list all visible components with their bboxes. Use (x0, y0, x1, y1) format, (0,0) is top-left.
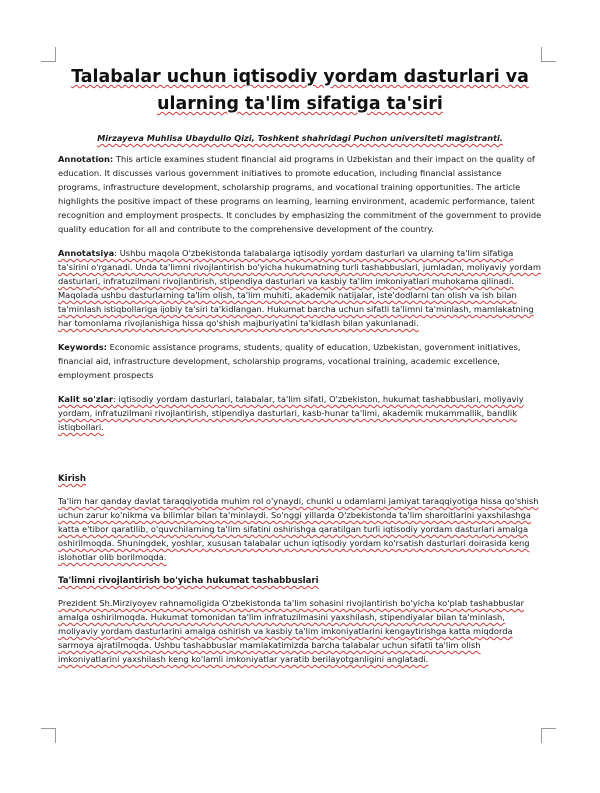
hukumat-tashabbuslari-paragraph (58, 596, 542, 666)
kirish-heading-text: Kirish (58, 474, 87, 484)
annotation-label: Annotation: (58, 154, 114, 164)
author-text: Mirzayeva Muhlisa Ubaydullo Qizi, Toshkent shahridagi Puchon universiteti magistranti. (97, 133, 503, 143)
crop-mark-bottom-left (41, 728, 56, 743)
kirish-paragraph (58, 494, 542, 564)
keywords-text: Economic assistance programs, students, quality of education, Uzbekistan, government initiatives, financial aid, infrastructure development, scholarship programs, vocational training, academic excellence, employment prospects (58, 342, 521, 380)
annotation-text: This article examines student financial aid programs in Uzbekistan and their impact on the quality of education. It discusses various government initiatives to promote education, including financial assistance programs, infrastructure development, scholarship programs, and vocational training opportunities. The article highlights the positive impact of these programs on learning, learning environment, academic performance, talent recognition and employment prospects. It concludes by emphasizing the commitment of the government to provide quality education for all and contribute to the comprehensive development of the country. (58, 154, 542, 234)
document-body (58, 64, 542, 676)
section-heading-hukumat-tashabbuslari (58, 574, 542, 588)
spacer (58, 444, 542, 472)
title-text: Talabalar uchun iqtisodiy yordam dasturlari va ularning ta'lim sifatiga ta'siri (71, 67, 529, 114)
annotation-paragraph (58, 152, 542, 236)
document-title (58, 64, 542, 118)
keywords-label: Keywords: (58, 342, 107, 352)
kalit-sozlar-paragraph (58, 392, 542, 434)
spacer (58, 486, 542, 494)
annotatsiya-paragraph (58, 246, 542, 330)
section2-heading-text: Ta'limni rivojlantirish bo'yicha hukumat tashabbuslari (58, 576, 319, 586)
keywords-paragraph (58, 340, 542, 382)
kalit-sozlar-text: : iqtisodiy yordam dasturlari, talabalar, ta'lim sifati, O'zbekiston, hukumat tashabbuslari, moliyaviy yordam, infratuzilmani rivojlantirish, stipendiya dasturlari, kasb-hunar ta'limi, akademik mukammallik, bandlik istiqbollari. (58, 394, 524, 432)
kirish-text: Ta'lim har qanday davlat taraqqiyotida muhim rol o'ynaydi, chunki u odamlarni jamiyat taraqqiyotiga hissa qo'shish uchun zarur ko'nikma va bilimlar bilan ta'minlaydi. So'nggi yillarda O'zbekistonda ta'lim sharoitlarini yaxshilashga katta e'tibor qaratilib, o'quvchilarning ta'lim sifatini oshirishga qaratilgan turli iqtisodiy yordam dasturlari amalga oshirilmoqda. Shuningdek, yoshlar, xususan talabalar uchun iqtisodiy yordam ko'rsatish dasturlari doirasida keng islohotlar olib borilmoqda. (58, 496, 539, 562)
annotatsiya-label: Annotatsiya (58, 248, 115, 258)
crop-mark-bottom-right (541, 728, 556, 743)
crop-mark-top-left (41, 47, 56, 62)
kalit-sozlar-label: Kalit so'zlar (58, 394, 114, 404)
section2-text: Prezident Sh.Mirziyoyev rahnamoligida O'zbekistonda ta'lim sohasini rivojlantirish bo'yicha ko'plab tashabbuslar amalga oshirilmoqda. Hukumat tomonidan ta'lim infratuzilmasini yaxshilash, stipendiyalar bilan ta'minlash, moliyaviy yordam dasturlarini amalga oshirish va kasbiy ta'lim imkoniyatlarini kengaytirishga katta miqdorda sarmoya ajratilmoqda. Ushbu tashabbuslar mamlakatimizda barcha talabalar uchun sifatli ta'lim olish imkoniyatlarini yaxshilash keng ko'lamli imkoniyatlar yaratib berilayotganligini anglatadi. (58, 598, 524, 664)
annotatsiya-text: : Ushbu maqola O'zbekistonda talabalarga iqtisodiy yordam dasturlari va ularning ta'lim sifatiga ta'sirini o'rganadi. Unda ta'limni rivojlantirish bo'yicha hukumatning turli tashabbuslari, jumladan, moliyaviy yordam dasturlari, infratuzilmani rivojlantirish, stipendiya dasturlari va kasbiy ta'lim imkoniyatlari muhokama qilinadi. Maqolada ushbu dasturlarning ta'lim olish, ta'lim muhiti, akademik natijalar, iste'dodlarni tan olish va ish bilan ta'minlash istiqbollariga ijobiy ta'siri ta'kidlangan. Hukumat barcha uchun sifatli ta'limni ta'minlash, mamlakatning har tomonlama rivojlanishiga hissa qo'shish majburiyatini ta'kidlash bilan yakunlanadi. (58, 248, 541, 328)
section-heading-kirish (58, 472, 542, 486)
spacer (58, 588, 542, 596)
author-line (58, 132, 542, 144)
crop-mark-top-right (541, 47, 556, 62)
